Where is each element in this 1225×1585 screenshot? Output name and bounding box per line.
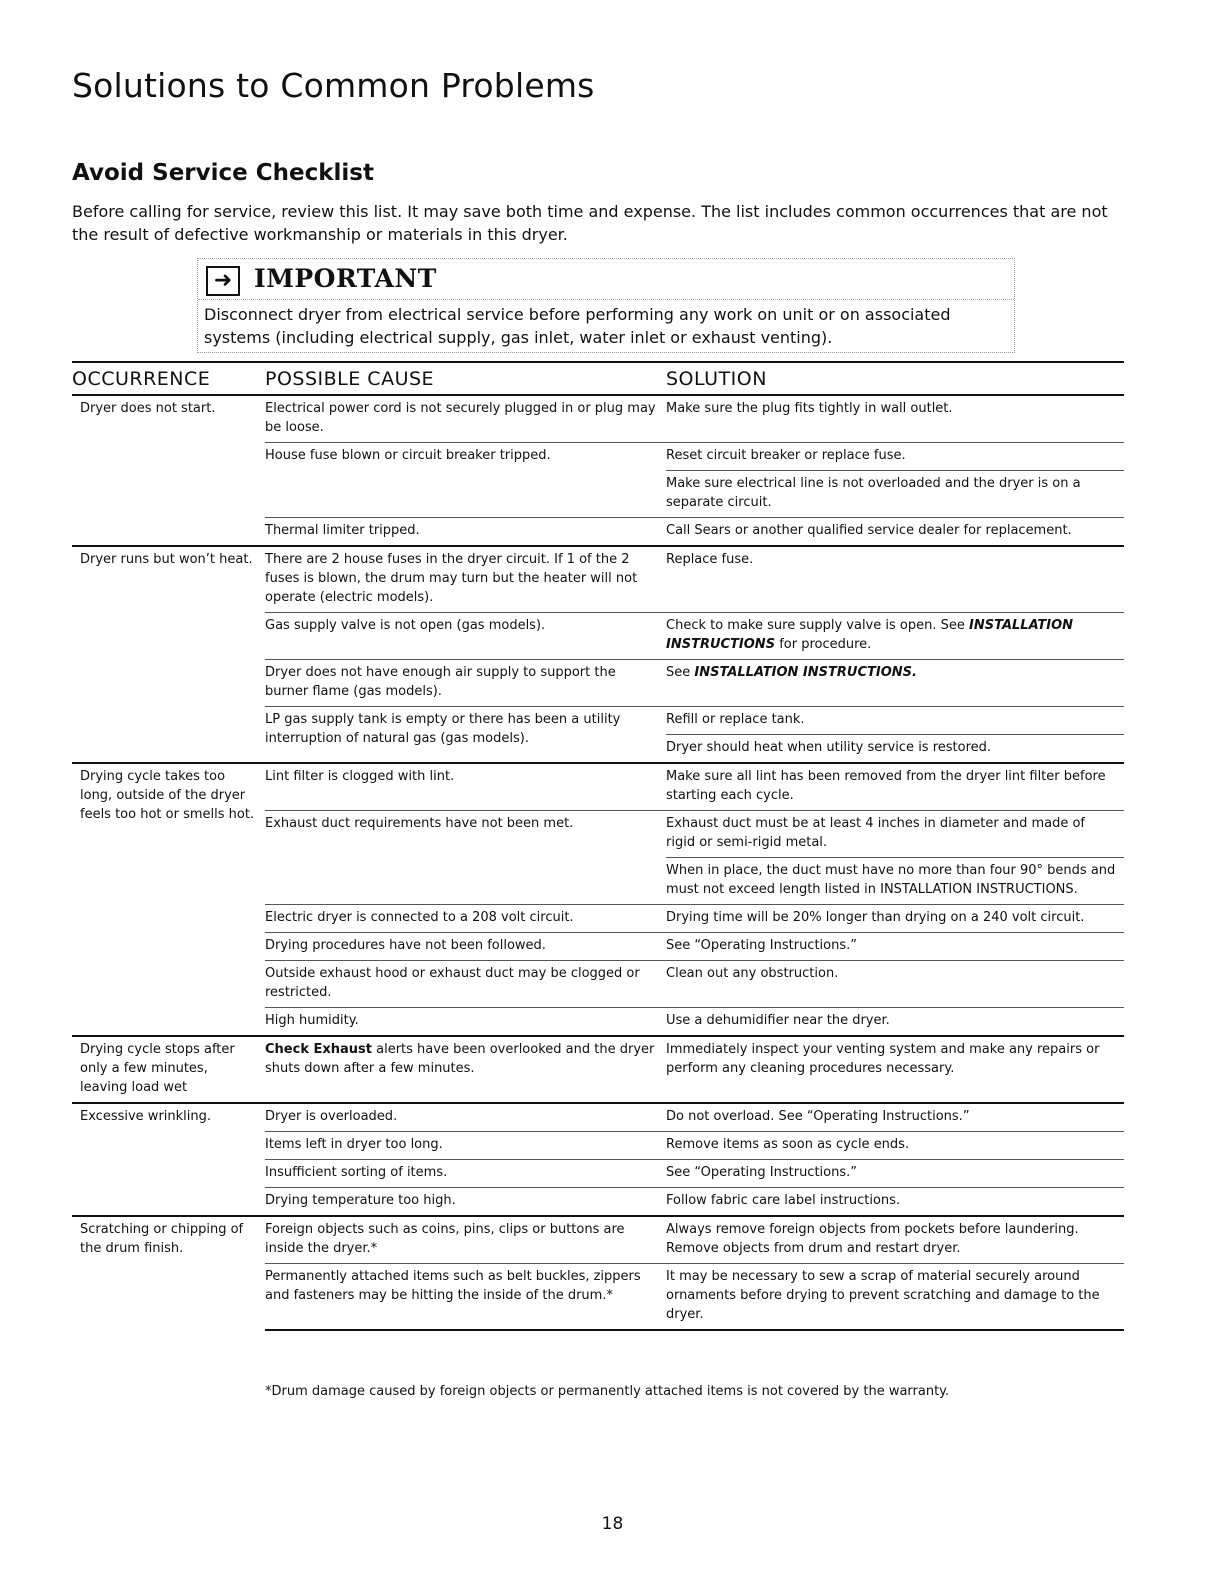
solution-cell: Call Sears or another qualified service dealer for replacement.	[666, 518, 1124, 547]
page-title: Solutions to Common Problems	[72, 66, 595, 105]
occurrence-cell: Excessive wrinkling.	[72, 1103, 265, 1216]
solution-cell: Remove items as soon as cycle ends.	[666, 1132, 1124, 1160]
occurrence-cell: Dryer runs but won’t heat.	[72, 546, 265, 763]
table-body	[72, 395, 1124, 1330]
solution-cell: Always remove foreign objects from pockets before laundering. Remove objects from drum and restart dryer.	[666, 1216, 1124, 1264]
table-row	[72, 1216, 1124, 1264]
cause-cell: There are 2 house fuses in the dryer circuit. If 1 of the 2 fuses is blown, the drum may turn but the heater will not operate (electric models).	[265, 546, 666, 613]
solution-cell: Reset circuit breaker or replace fuse.	[666, 443, 1124, 471]
cause-cell: Items left in dryer too long.	[265, 1132, 666, 1160]
solution-cell	[666, 613, 1124, 660]
important-header	[198, 259, 1014, 300]
cause-cell: High humidity.	[265, 1008, 666, 1037]
table-header-row	[72, 363, 1124, 395]
solution-cell: See “Operating Instructions.”	[666, 1160, 1124, 1188]
cause-cell: House fuse blown or circuit breaker tripped.	[265, 443, 666, 518]
cause-cell: Drying procedures have not been followed.	[265, 933, 666, 961]
troubleshooting-table	[72, 361, 1124, 1331]
solution-cell	[666, 660, 1124, 707]
solution-cell: Immediately inspect your venting system and make any repairs or perform any cleaning procedures necessary.	[666, 1036, 1124, 1103]
important-heading: IMPORTANT	[254, 264, 437, 293]
table-row	[72, 1036, 1124, 1103]
occurrence-cell: Drying cycle stops after only a few minutes, leaving load wet	[72, 1036, 265, 1103]
solution-cell: Do not overload. See “Operating Instructions.”	[666, 1103, 1124, 1132]
cause-cell: Dryer is overloaded.	[265, 1103, 666, 1132]
table-row	[72, 763, 1124, 811]
solution-cell: When in place, the duct must have no more than four 90° bends and must not exceed length listed in INSTALLATION INSTRUCTIONS.	[666, 858, 1124, 905]
arrow-right-icon: ➜	[206, 266, 240, 296]
cause-text: alerts have been overlooked and the dryer shuts down after a few minutes.	[265, 1042, 655, 1076]
header-possible-cause: POSSIBLE CAUSE	[265, 363, 666, 395]
solution-cell: Make sure all lint has been removed from the dryer lint filter before starting each cycle.	[666, 763, 1124, 811]
solution-cell: Dryer should heat when utility service is restored.	[666, 735, 1124, 764]
cause-cell: Outside exhaust hood or exhaust duct may be clogged or restricted.	[265, 961, 666, 1008]
cause-cell: Drying temperature too high.	[265, 1188, 666, 1217]
cause-cell: Gas supply valve is not open (gas models).	[265, 613, 666, 660]
table-row	[72, 395, 1124, 443]
solution-cell: Refill or replace tank.	[666, 707, 1124, 735]
page-number: 18	[601, 1514, 624, 1534]
occurrence-cell: Dryer does not start.	[80, 401, 216, 416]
header-solution: SOLUTION	[666, 363, 1124, 395]
cause-cell: Exhaust duct requirements have not been met.	[265, 811, 666, 905]
cause-cell: Dryer does not have enough air supply to support the burner flame (gas models).	[265, 660, 666, 707]
cause-cell: Foreign objects such as coins, pins, clips or buttons are inside the dryer.*	[265, 1216, 666, 1264]
table-row	[72, 546, 1124, 613]
cause-cell: LP gas supply tank is empty or there has been a utility interruption of natural gas (gas models).	[265, 707, 666, 764]
solution-cell: Follow fabric care label instructions.	[666, 1188, 1124, 1217]
solution-cell: Clean out any obstruction.	[666, 961, 1124, 1008]
solution-text: for procedure.	[775, 637, 872, 652]
solution-cell: It may be necessary to sew a scrap of material securely around ornaments before drying to prevent scratching and damage to the dryer.	[666, 1264, 1124, 1331]
solution-cell: Make sure the plug fits tightly in wall outlet.	[666, 401, 953, 416]
solution-emphasis: INSTALLATION INSTRUCTIONS	[666, 618, 1074, 652]
cause-cell: Lint filter is clogged with lint.	[265, 763, 666, 811]
solution-cell: Exhaust duct must be at least 4 inches in diameter and made of rigid or semi-rigid metal.	[666, 811, 1124, 858]
occurrence-cell: Drying cycle takes too long, outside of the dryer feels too hot or smells hot.	[72, 763, 265, 1036]
solution-cell: Replace fuse.	[666, 546, 1124, 613]
solution-cell: Make sure electrical line is not overloaded and the dryer is on a separate circuit.	[666, 471, 1124, 518]
cause-cell: Permanently attached items such as belt buckles, zippers and fasteners may be hitting the inside of the drum.*	[265, 1264, 666, 1331]
footnote: *Drum damage caused by foreign objects or permanently attached items is not covered by the warranty.	[265, 1384, 950, 1399]
solution-text: See	[666, 665, 695, 680]
solution-cell: Drying time will be 20% longer than drying on a 240 volt circuit.	[666, 905, 1124, 933]
cause-cell: Electrical power cord is not securely plugged in or plug may be loose.	[265, 401, 656, 435]
solution-cell: See “Operating Instructions.”	[666, 933, 1124, 961]
cause-cell: Electric dryer is connected to a 208 volt circuit.	[265, 905, 666, 933]
cause-cell	[265, 1036, 666, 1103]
solution-emphasis: INSTALLATION INSTRUCTIONS.	[694, 665, 917, 680]
header-occurrence: OCCURRENCE	[72, 363, 265, 395]
intro-paragraph: Before calling for service, review this list. It may save both time and expense. The list includes common occurrences that are not the result of defective workmanship or materials in this dryer.	[72, 202, 1108, 244]
cause-cell: Insufficient sorting of items.	[265, 1160, 666, 1188]
table-row	[72, 1103, 1124, 1132]
solution-cell: Use a dehumidifier near the dryer.	[666, 1008, 1124, 1037]
section-title: Avoid Service Checklist	[72, 160, 374, 186]
cause-cell: Thermal limiter tripped.	[265, 518, 666, 547]
solution-text: Check to make sure supply valve is open. See	[666, 618, 969, 633]
cause-emphasis: Check Exhaust	[265, 1042, 372, 1057]
troubleshooting-grid	[72, 363, 1124, 1331]
important-text: Disconnect dryer from electrical service before performing any work on unit or on associated systems (including electrical supply, gas inlet, water inlet or exhaust venting).	[204, 305, 951, 347]
important-notice	[197, 258, 1015, 353]
occurrence-cell: Scratching or chipping of the drum finish.	[72, 1216, 265, 1330]
